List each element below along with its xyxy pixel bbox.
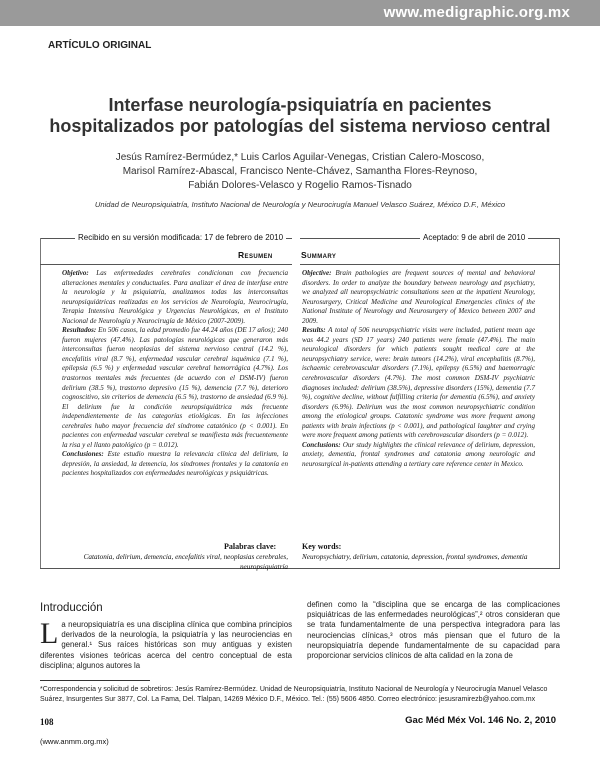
conclusiones-label: Conclusiones: (62, 450, 104, 459)
affiliation: Unidad de Neuropsiquiatría, Instituto Nacional de Neurología y Neurocirugía Manuel Velasco Suárez, México D.F., México (94, 200, 506, 209)
results-text: A total of 506 neuropsychiatric visits were included, patient mean age was 44.2 years (SD 17 years) 240 patients were female (47.4%). The main neurological disorders for which patients sought medical care at the neuropsychiatry service, were: brain tumors (14.2%), viral encephalitis (8.7%), ischaemic cerebrovascular disorders (7.1%), epilepsy (6.5%) and haemorragic cerebrovascular disorders (4.7%). The most common DSM-IV psychiatric diagnoses included: delirium (38.5%), depressive disorders (15%), dementia (7.7 %), cognitive decline, without fulfilling criteria for dementia (6.5%), and anxiety disorders (6.9%). Delirium was the most common neuropsychiatric condition among the etiological groups. Catatonic syndrome was more frequent among patients with brain infections (p < 0.001), and pathological laughter and crying were more frequent among patients with cerebrovascular disorders (p = 0.012). (302, 326, 535, 440)
palabras-clave-heading: Palabras clave: (224, 542, 277, 551)
objetivo-label: Objetivo: (62, 269, 89, 277)
drop-cap: L (40, 617, 59, 650)
title-line-1: Interfase neurología-psiquiatría en pacientes (108, 95, 492, 115)
header-banner (0, 0, 600, 26)
results-label: Results: (302, 326, 326, 335)
conclusions-label: Conclusions: (302, 440, 341, 449)
banner-url[interactable]: www.medigraphic.org.mx (383, 4, 570, 21)
intro-col1-text: a neuropsiquiatría es una disciplina clínica que combina principios derivados de la neurología, la psiquiatría y las neurociencias en general.¹ Sus raíces históricas son muy antiguas y existen diferentes visiones teóricas acerca del centro conceptual de esta disciplina; algunos autores la (40, 620, 292, 670)
article-title (40, 95, 560, 137)
received-date: Recibido en su versión modificada: 17 de febrero de 2010 (75, 233, 286, 242)
resultados-text: En 506 casos, la edad promedio fue 44.24 años (DE 17 años); 240 fueron mujeres (47.4%). Las patologías neurológicas que generaron más interconsultas fueron neoplasias del sistema nervioso central (14.2 %), encefalitis viral (8.7 %), enfermedad vascular cerebral isquémica (7.1 %), epilepsia (6.5 %) y enfermedad vascular cerebral hemorrágica (4.7%). Los trastornos mentales más frecuentes (de acuerdo con el DSM-IV) fueron delirium (38.5 %), trastorno depresivo (15 %), demencia (7.7 %), deterioro cognoscitivo, sin criterios de demencia (6.5 %), trastorno de ansiedad (6.9 %). El delirium fue la condición neuropsiquiátrica más frecuente independientemente de las categorías etiológicas. En las infecciones cerebrales hubo mayor frecuencia del síndrome catatónico (p < 0.001). En pacientes con enfermedad vascular cerebral se manifiesta más frecuentemente la risa y el llanto patológico (p = 0.012). (62, 326, 288, 449)
intro-column-1 (40, 617, 292, 671)
resumen-head-rule (40, 264, 292, 265)
conclusions-text: Our study highlights the clinical relevance of delirium, depression, anxiety, dementia, frontal syndromes and catatonia among neurologic and neurosurgical in-patients attending a tertiary care reference center in Mexico. (302, 440, 535, 468)
resultados-label: Resultados: (62, 326, 97, 335)
page-number: 108 (40, 717, 54, 727)
author-list (60, 151, 540, 193)
journal-citation: Gac Méd Méx Vol. 146 No. 2, 2010 (405, 715, 556, 726)
title-line-2: hospitalizados por patologías del sistema nervioso central (49, 116, 551, 136)
summary-heading: Summary (301, 250, 337, 260)
authors-line-3: Fabián Dolores-Velasco y Rogelio Ramos-Tisnado (188, 180, 412, 191)
resumen-body (62, 269, 288, 479)
objective-label: Objective: (302, 269, 332, 277)
intro-col2-text: definen como la “disciplina que se encarga de las complicaciones psiquiátricas de las enfermedades neurológicas”,² otros consideran que se trata fundamentalmente de una perspectiva integradora para las neurociencias clínicas,³ otros más piensan que el futuro de la neuropsiquiatría depende fundamentalmente de su capacidad para proporcionar servicios clínicos de alta calidad en la zona de (307, 600, 560, 661)
summary-head-rule (300, 264, 560, 265)
authors-line-1: Jesús Ramírez-Bermúdez,* Luis Carlos Aguilar-Venegas, Cristian Calero-Moscoso, (115, 152, 485, 163)
conclusiones-text: Este estudio muestra la relevancia clínica del delirium, la depresión, la ansiedad, la demencia, los síndromes frontales y la catatonía en pacientes hospitalizados con enfermedades neurológicas y psiquiátricas. (62, 450, 288, 478)
summary-right-border (559, 238, 560, 568)
site-link[interactable]: (www.anmm.org.mx) (40, 737, 109, 746)
objective-text: Brain pathologies are frequent sources of mental and behavioral disorders. In order to analyze the boundary between neurology and psychiatry, we analyzed all neuropsychiatric consultations seen at the inpatient Neurology, Neurosurgery, Critical Medicine and Neurological Emergencies clinics of the National Institute of Neurology and Neurosurgery of Mexico between 2007 and 2009. (302, 269, 535, 325)
authors-line-2: Marisol Ramírez-Abascal, Francisco Nente-Chávez, Samantha Flores-Reynoso, (122, 166, 478, 177)
intro-column-2 (307, 600, 560, 661)
resumen-heading: Resumen (238, 250, 273, 260)
accepted-date: Aceptado: 9 de abril de 2010 (420, 233, 528, 242)
summary-body (302, 269, 535, 469)
key-words-heading: Key words: (302, 542, 342, 551)
palabras-clave-text: Catatonia, delirium, demencia, encefalitis viral, neoplasias cerebrales, neuropsiquiatría (83, 553, 288, 571)
objetivo-text: Las enfermedades cerebrales condicionan con frecuencia alteraciones mentales y conductuales. Para analizar el área de interfase entre la neurología y la psiquiatría, analizamos todas las interconsultas neuropsiquiátricas realizadas en los servicios de Neurología, Neurocirugía, Terapia Intensiva Neurológica y Urgencias Neurológicas, en el Instituto Nacional de Neurología y Neurocirugía de México (2007-2009). (62, 269, 288, 325)
correspondence-footnote: *Correspondencia y solicitud de sobretiros: Jesús Ramírez-Bermúdez. Unidad de Neuropsiquiatría, Instituto Nacional de Neurología y Neurocirugía Manuel Velasco Suárez, Insurgentes Sur 3877, Col. La Fama, Del. Tlalpan, 14269 México D.F., México. Tel.: (55) 5606 4850. Correo electrónico: jesusramirezb@yahoo.com.mx (40, 686, 548, 703)
section-label: ARTÍCULO ORIGINAL (48, 40, 152, 51)
footnote-rule (40, 680, 150, 681)
introduccion-heading: Introducción (40, 602, 103, 614)
key-words-text: Neuropsychiatry, delirium, catatonia, depression, frontal syndromes, dementia (302, 553, 528, 561)
resumen-left-border (40, 238, 41, 568)
